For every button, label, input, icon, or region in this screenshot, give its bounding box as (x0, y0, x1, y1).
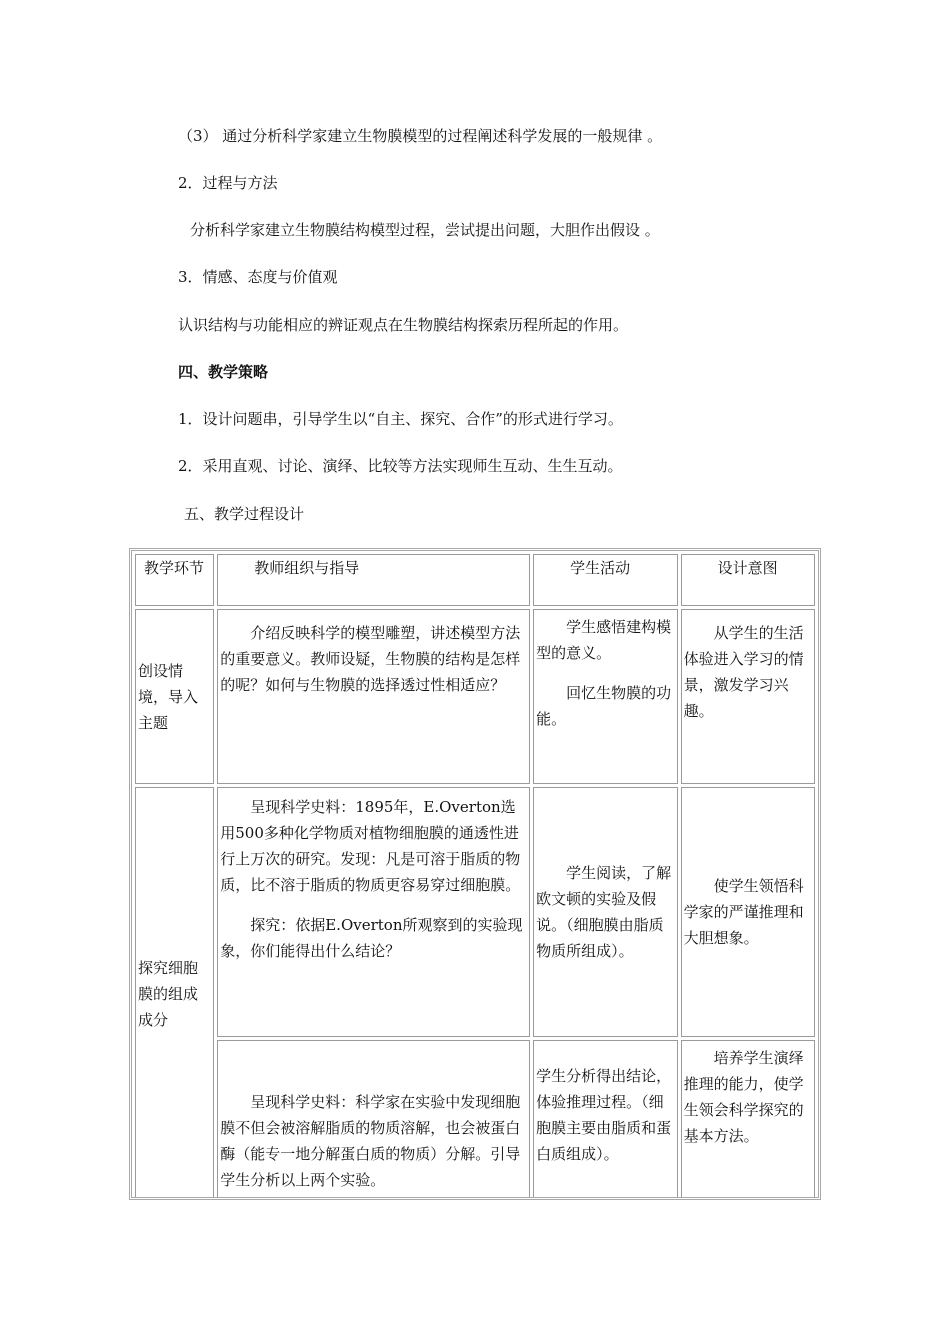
section-attitude-body: 认识结构与功能相应的辨证观点在生物膜结构探索历程所起的作用。 (178, 316, 629, 334)
intent-cell (681, 609, 815, 784)
lesson-process-table (129, 548, 821, 1200)
table-row (135, 609, 815, 784)
student-cell (533, 609, 677, 784)
intent-cell (681, 787, 815, 1037)
section-process-body: 分析科学家建立生物膜结构模型过程，尝试提出问题，大胆作出假设 。 (190, 221, 660, 239)
header-teacher: 教师组织与指导 (217, 554, 530, 606)
student-cell (533, 787, 677, 1037)
teacher-text: 介绍反映科学的模型雕塑，讲述模型方法的重要意义。教师设疑，生物膜的结构是怎样的呢？如何与生物膜的选择透过性相适应？ (220, 624, 521, 694)
header-student: 学生活动 (533, 554, 677, 606)
strategy-heading: 四、教学策略 (178, 363, 269, 381)
intent-text: 使学生领悟科学家的严谨推理和大胆想象。 (683, 877, 804, 947)
strategy-item-1: 1．设计问题串，引导学生以“自主、探究、合作”的形式进行学习。 (178, 410, 623, 428)
stage-cell: 创设情境，导入主题 (135, 609, 214, 784)
intent-text: 从学生的生活体验进入学习的情景，激发学习兴趣。 (683, 624, 804, 720)
objective-3: （3） 通过分析科学家建立生物膜模型的过程阐述科学发展的一般规律 。 (178, 127, 663, 145)
header-intent: 设计意图 (681, 554, 815, 606)
table-row (135, 787, 815, 1037)
section-process-title: 2．过程与方法 (178, 174, 278, 192)
student-text: 学生阅读，了解欧文顿的实验及假说。（细胞膜由脂质物质所组成）。 (536, 864, 672, 960)
student-cell (533, 1040, 677, 1200)
student-text: 学生分析得出结论，体验推理过程。（细胞膜主要由脂质和蛋白质组成）。 (536, 1067, 672, 1163)
intent-cell (681, 1040, 815, 1200)
header-stage: 教学环节 (135, 554, 214, 606)
student-text: 回忆生物膜的功能。 (536, 684, 672, 728)
section-attitude-title: 3．情感、态度与价值观 (178, 268, 338, 286)
process-design-heading: 五、教学过程设计 (184, 505, 305, 523)
teacher-text: 呈现科学史料：1895年，E.Overton选用500多种化学物质对植物细胞膜的通透性进行上万次的研究。发现：凡是可溶于脂质的物质，比不溶于脂质的物质更容易穿过细胞膜。 (220, 798, 521, 894)
teacher-cell (217, 1040, 530, 1200)
teacher-cell (217, 787, 530, 1037)
table-row (135, 1040, 815, 1200)
teacher-text: 探究：依据E.Overton所观察到的实验现象，你们能得出什么结论？ (220, 916, 523, 960)
student-text: 学生感悟建构模型的意义。 (536, 618, 672, 662)
strategy-item-2: 2．采用直观、讨论、演绎、比较等方法实现师生互动、生生互动。 (178, 457, 623, 475)
stage-cell: 探究细胞膜的组成成分 (135, 787, 214, 1200)
teacher-cell (217, 609, 530, 784)
teacher-text: 呈现科学史料：科学家在实验中发现细胞膜不但会被溶解脂质的物质溶解，也会被蛋白酶（能专一地分解蛋白质的物质）分解。引导学生分析以上两个实验。 (220, 1093, 521, 1189)
table-header-row (135, 554, 815, 606)
intent-text: 培养学生演绎推理的能力，使学生领会科学探究的基本方法。 (683, 1049, 804, 1145)
